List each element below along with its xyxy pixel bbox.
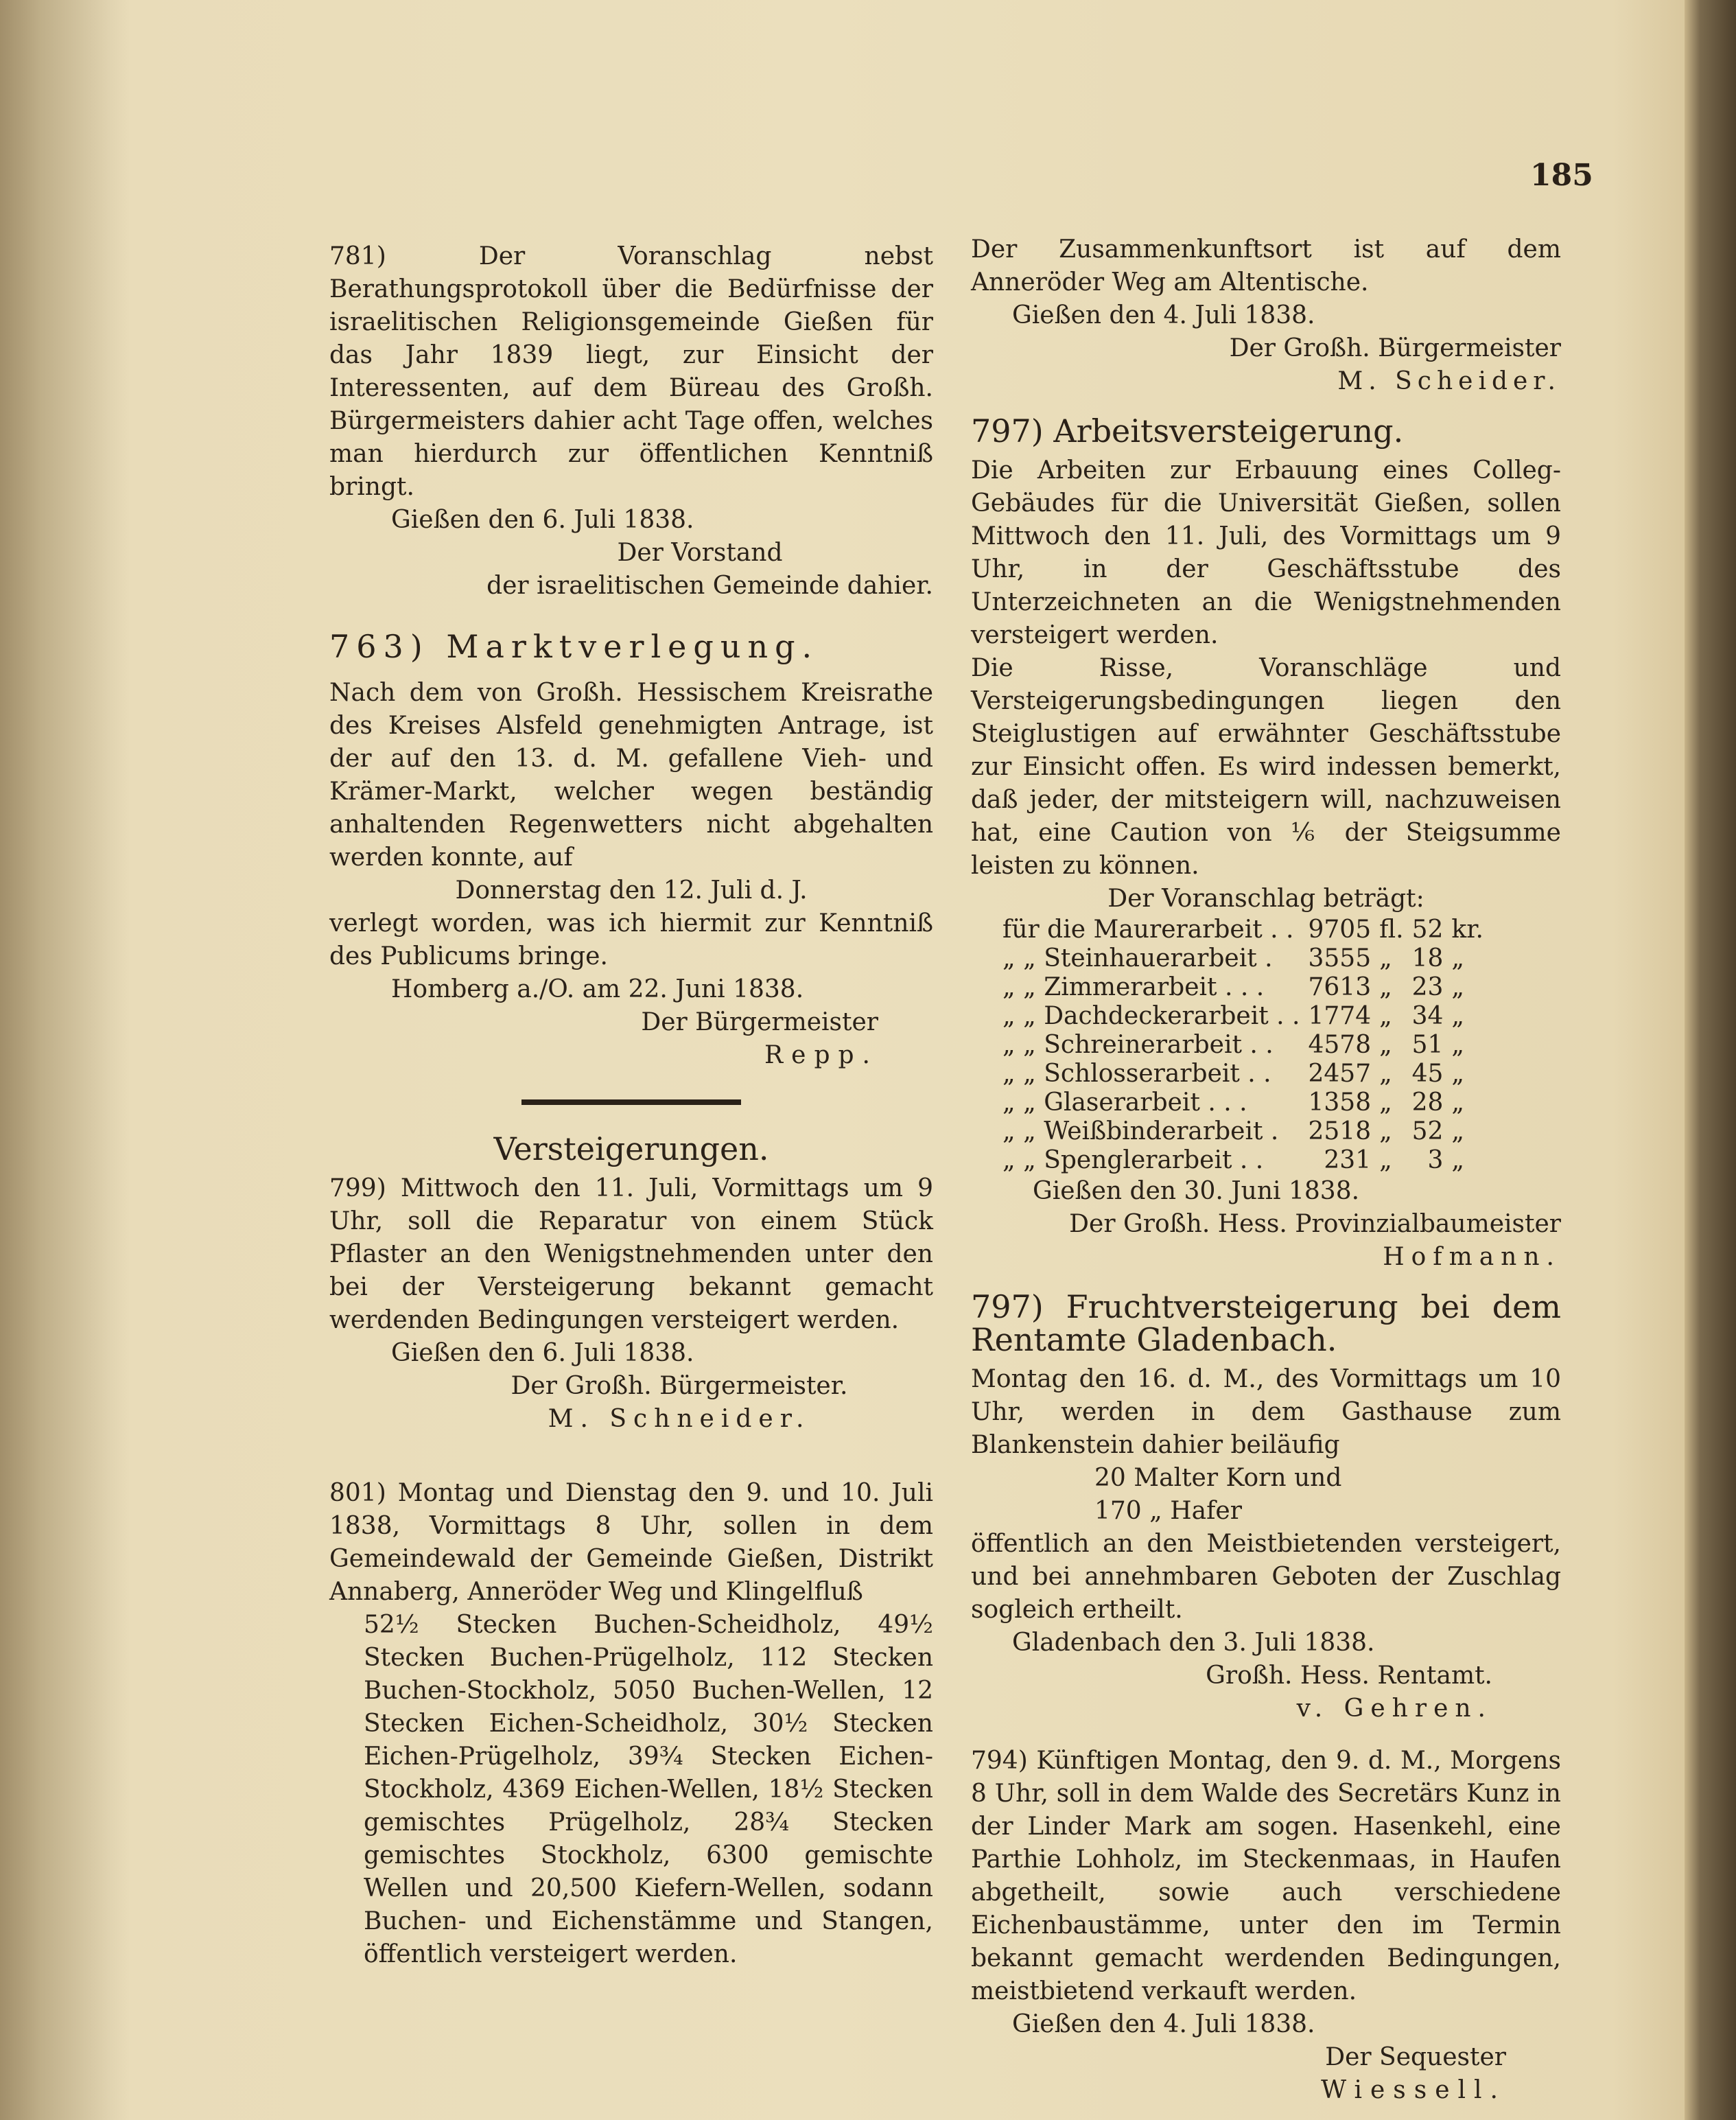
table-row: „ „ Schreinerarbeit . . 4578 „ 51 „: [1002, 1031, 1465, 1059]
notice-799-text: 799) Mittwoch den 11. Juli, Vormittags um 9 Uhr, soll die Reparatur von einem Stück Pflaster an den Wenigstnehmenden unter den bei der Versteigerung bekannt gemacht werdenden Bedingungen versteigert werden.: [329, 1174, 933, 1334]
notice-797b-item1: 20 Malter Korn und: [1094, 1464, 1342, 1492]
notice-781-signature: Der Vorstand: [617, 539, 783, 567]
right-column: [971, 233, 1561, 2107]
notice-797a-signature-name: Hofmann.: [1383, 1243, 1561, 1271]
notice-797b-text: Montag den 16. d. M., des Vormittags um 10 Uhr, werden in dem Gasthause zum Blankenstein dahier beiläufig: [971, 1365, 1561, 1459]
notice-763-signature-name: Repp.: [764, 1041, 878, 1069]
page-number: 185: [1530, 158, 1593, 193]
left-column: [329, 240, 933, 1971]
notice-797b-text2: öffentlich an den Meistbietenden versteigert, und bei annehmbaren Geboten der Zuschlag sogleich ertheilt.: [971, 1530, 1561, 1624]
notice-797a-text: Die Arbeiten zur Erbauung eines Colleg-Gebäudes für die Universität Gießen, sollen Mittwoch den 11. Juli, des Vormittags um 9 Uhr, in der Geschäftsstube des Unterzeichneten an die Wenigstnehmenden versteigert werden.: [971, 456, 1561, 649]
notice-797b-heading: 797) Fruchtversteigerung bei dem Rentamte Gladenbach.: [971, 1288, 1561, 1358]
table-row: „ „ Glaserarbeit . . . 1358 „ 28 „: [1002, 1088, 1465, 1117]
notice-797b-date: Gladenbach den 3. Juli 1838.: [1012, 1629, 1375, 1657]
table-row: „ „ Spenglerarbeit . . 231 „ 3 „: [1002, 1146, 1465, 1174]
notice-763-signature: Der Bürgermeister: [641, 1008, 878, 1036]
continuation-signature: Der Großh. Bürgermeister: [1229, 334, 1561, 362]
notice-781-date: Gießen den 6. Juli 1838.: [391, 506, 694, 534]
notice-763-text2: verlegt worden, was ich hiermit zur Kenntniß des Publicums bringe.: [329, 909, 933, 970]
notice-763-date-line: Donnerstag den 12. Juli d. J.: [455, 876, 808, 905]
notice-801-items: 52½ Stecken Buchen-Scheidholz, 49½ Stecken Buchen-Prügelholz, 112 Stecken Buchen-Stockholz, 5050 Buchen-Wellen, 12 Stecken Eichen-Scheidholz, 30½ Stecken Eichen-Prügelholz, 39¾ Stecken Eichen-Stockholz, 4369 Eichen-Wellen, 18½ Stecken gemischtes Prügelholz, 28¾ Stecken gemischtes Stockholz, 6300 gemischte Wellen und 20,500 Kiefern-Wellen, sodann Buchen- und Eichenstämme und Stangen, öffentlich versteigert werden.: [364, 1611, 933, 1968]
notice-797a-date: Gießen den 30. Juni 1838.: [1033, 1177, 1360, 1205]
notice-763-date: Homberg a./O. am 22. Juni 1838.: [391, 975, 804, 1003]
notice-763-text: Nach dem von Großh. Hessischem Kreisrathe des Kreises Alsfeld genehmigten Antrage, ist der auf den 13. d. M. gefallene Vieh- und Krämer-Markt, welcher wegen beständig anhaltenden Regenwetters nicht abgehalten werden konnte, auf: [329, 679, 933, 872]
notice-801-text: 801) Montag und Dienstag den 9. und 10. Juli 1838, Vormittags 8 Uhr, sollen in dem Gemeindewald der Gemeinde Gießen, Distrikt Annaberg, Anneröder Weg und Klingelfluß: [329, 1479, 933, 1606]
notice-781-text: 781) Der Voranschlag nebst Berathungsprotokoll über die Bedürfnisse der israelitischen Religionsgemeinde Gießen für das Jahr 1839 liegt, zur Einsicht der Interessenten, auf dem Büreau des Großh. Bürgermeisters dahier acht Tage offen, welches man hierdurch zur öffentlichen Kenntniß bringt.: [329, 242, 933, 501]
table-row: „ „ Schlosserarbeit . . 2457 „ 45 „: [1002, 1060, 1465, 1088]
notice-781-signature-line2: der israelitischen Gemeinde dahier.: [486, 572, 933, 600]
table-row: „ „ Dachdeckerarbeit . . 1774 „ 34 „: [1002, 1002, 1465, 1030]
notice-799-signature-name: M. Schneider.: [548, 1405, 811, 1433]
continuation-signature-name: M. Scheider.: [1337, 367, 1561, 395]
notice-794-signature: Der Sequester: [1325, 2043, 1506, 2071]
notice-797a-heading: 797) Arbeitsversteigerung.: [971, 412, 1404, 450]
page-gutter-shadow: [0, 0, 130, 2120]
notice-797a-text2: Die Risse, Voranschläge und Versteigerungsbedingungen liegen den Steiglustigen auf erwähnter Geschäftsstube zur Einsicht offen. Es wird indessen bemerkt, daß jeder, der mitsteigern will, nachzuweisen hat, eine Caution von ⅙ der Steigsumme leisten zu können.: [971, 654, 1561, 880]
section-title: Versteigerungen.: [493, 1130, 769, 1167]
table-row: „ „ Zimmerarbeit . . . 7613 „ 23 „: [1002, 973, 1465, 1001]
notice-797a-signature: Der Großh. Hess. Provinzialbaumeister: [1069, 1210, 1561, 1238]
notice-794-date: Gießen den 4. Juli 1838.: [1012, 2010, 1315, 2038]
notice-763-heading: 763) Marktverlegung.: [329, 628, 819, 665]
table-row: für die Maurerarbeit . . 9705 fl. 52 kr.: [1002, 916, 1483, 944]
notice-799-date: Gießen den 6. Juli 1838.: [391, 1339, 694, 1367]
notice-794-text: 794) Künftigen Montag, den 9. d. M., Morgens 8 Uhr, soll in dem Walde des Secretärs Kunz in der Linder Mark am sogen. Hasenkehl, eine Parthie Lohholz, im Steckenmaas, in Haufen abgetheilt, sowie auch verschiedene Eichenbaustämme, unter den im Termin bekannt gemacht werdenden Bedingungen, meistbietend verkauft werden.: [971, 1747, 1561, 2005]
continuation-date: Gießen den 4. Juli 1838.: [1012, 301, 1315, 329]
notice-797b-item2: 170 „ Hafer: [1094, 1497, 1242, 1525]
table-row: „ „ Steinhauerarbeit . 3555 „ 18 „: [1002, 944, 1465, 972]
notice-797b-signature: Großh. Hess. Rentamt.: [1206, 1662, 1492, 1690]
cost-estimate-table: [998, 916, 1488, 1175]
notice-799-signature: Der Großh. Bürgermeister.: [511, 1372, 848, 1400]
notice-794-signature-name: Wiessell.: [1321, 2076, 1506, 2104]
cost-estimate-intro: Der Voranschlag beträgt:: [1107, 885, 1424, 913]
notice-797b-signature-name: v. Gehren.: [1296, 1694, 1492, 1723]
section-divider: [521, 1099, 741, 1105]
table-row: „ „ Weißbinderarbeit . 2518 „ 52 „: [1002, 1117, 1465, 1145]
page-edge: [1685, 0, 1736, 2120]
continuation-text: Der Zusammenkunftsort ist auf dem Anneröder Weg am Altentische.: [971, 235, 1561, 296]
